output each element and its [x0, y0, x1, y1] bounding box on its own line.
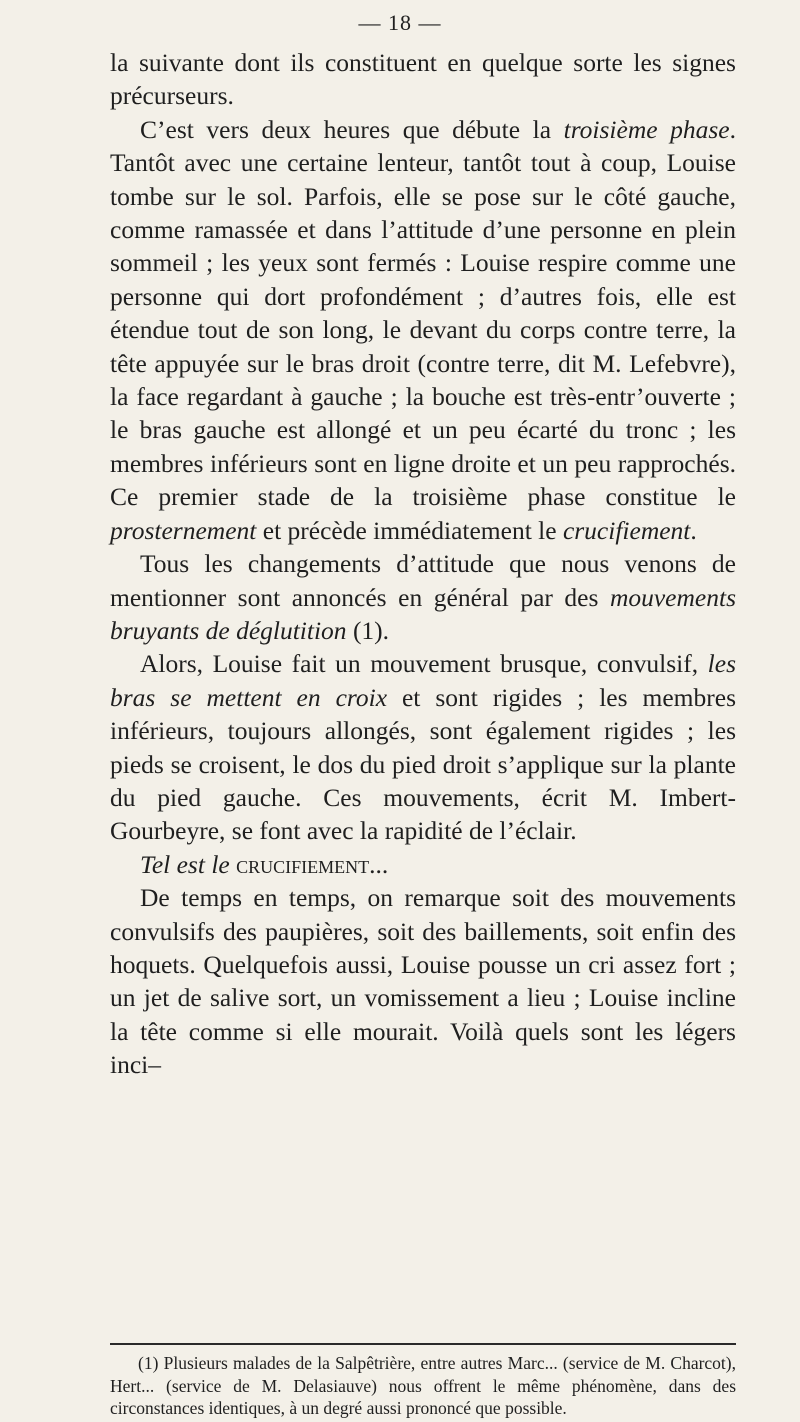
text-run: . — [690, 515, 697, 545]
text-run: la suivante dont ils constituent en quelque sorte les signes précurseurs. — [110, 48, 736, 111]
text-run: et précède immédiatement le — [256, 515, 563, 545]
paragraph-5 — [110, 848, 736, 881]
footnote-divider — [110, 1343, 736, 1345]
page-number: — 18 — — [358, 10, 442, 35]
paragraph-6 — [110, 881, 736, 1081]
paragraph-2 — [110, 113, 736, 547]
paragraph-4 — [110, 647, 736, 847]
footnote — [110, 1352, 736, 1420]
text-run: (1). — [346, 615, 390, 645]
text-run: C’est vers deux heures que débute la — [140, 114, 564, 144]
text-run: mouvements bruyants de déglutition — [110, 582, 736, 645]
text-run: Tel est le — [140, 849, 237, 879]
text-run: Alors, Louise fait un mouvement brusque, convulsif, — [140, 649, 708, 679]
text-run: crucifiement — [562, 515, 691, 545]
text-run: Tous les changements d’attitude que nous venons de mentionner sont annoncés en général par des — [110, 549, 736, 612]
text-run: crucifiement — [236, 849, 370, 879]
text-run: les bras se mettent en croix — [110, 649, 736, 712]
text-run: prosternement — [110, 515, 257, 545]
footnote-text: (1) Plusieurs malades de la Salpêtrière, entre autres Marc... (service de M. Charcot), Hert... (service de M. Delasiauve) nous offrent le même phénomène, dans des circonstances identiques, à un degré aussi prononcé que possible. — [110, 1353, 736, 1418]
text-run: et sont rigides ; les membres inférieurs, toujours allongés, sont également rigides ; les pieds se croisent, le dos du pied droit s’applique sur la plante du pied gauche. Ces mouvements, écrit M. Imbert-Gourbeyre, se font avec la rapidité de l’éclair. — [110, 682, 736, 846]
paragraph-3 — [110, 547, 736, 647]
text-run: De temps en temps, on remarque soit des mouvements convulsifs des paupières, soit des baillements, soit enfin des hoquets. Quelquefois aussi, Louise pousse un cri assez fort ; un jet de salive sort, un vomissement a lieu ; Louise incline la tête comme si elle mourait. Voilà quels sont les légers inci– — [110, 883, 736, 1080]
text-run: . Tantôt avec une certaine lenteur, tantôt tout à coup, Louise tombe sur le sol. Parfois, elle se pose sur le côté gauche, comme ramassée et dans l’attitude d’une personne en plein sommeil ; les yeux sont fermés : Louise respire comme une personne qui dort profondément ; d’autres fois, elle est étendue tout de son long, le devant du corps contre terre, la tête appuyée sur le bras droit (contre terre, dit M. Lefebvre), la face regardant à gauche ; la bouche est très-entr’ouverte ; le bras gauche est allongé et un peu écarté du tronc ; les membres inférieurs sont en ligne droite et un peu rapprochés. Ce premier stade de la troisième phase constitue le — [110, 114, 737, 512]
text-run: troisième phase — [563, 114, 730, 144]
text-run: ... — [369, 849, 389, 879]
body-text — [110, 46, 736, 1082]
paragraph-1 — [110, 46, 736, 113]
